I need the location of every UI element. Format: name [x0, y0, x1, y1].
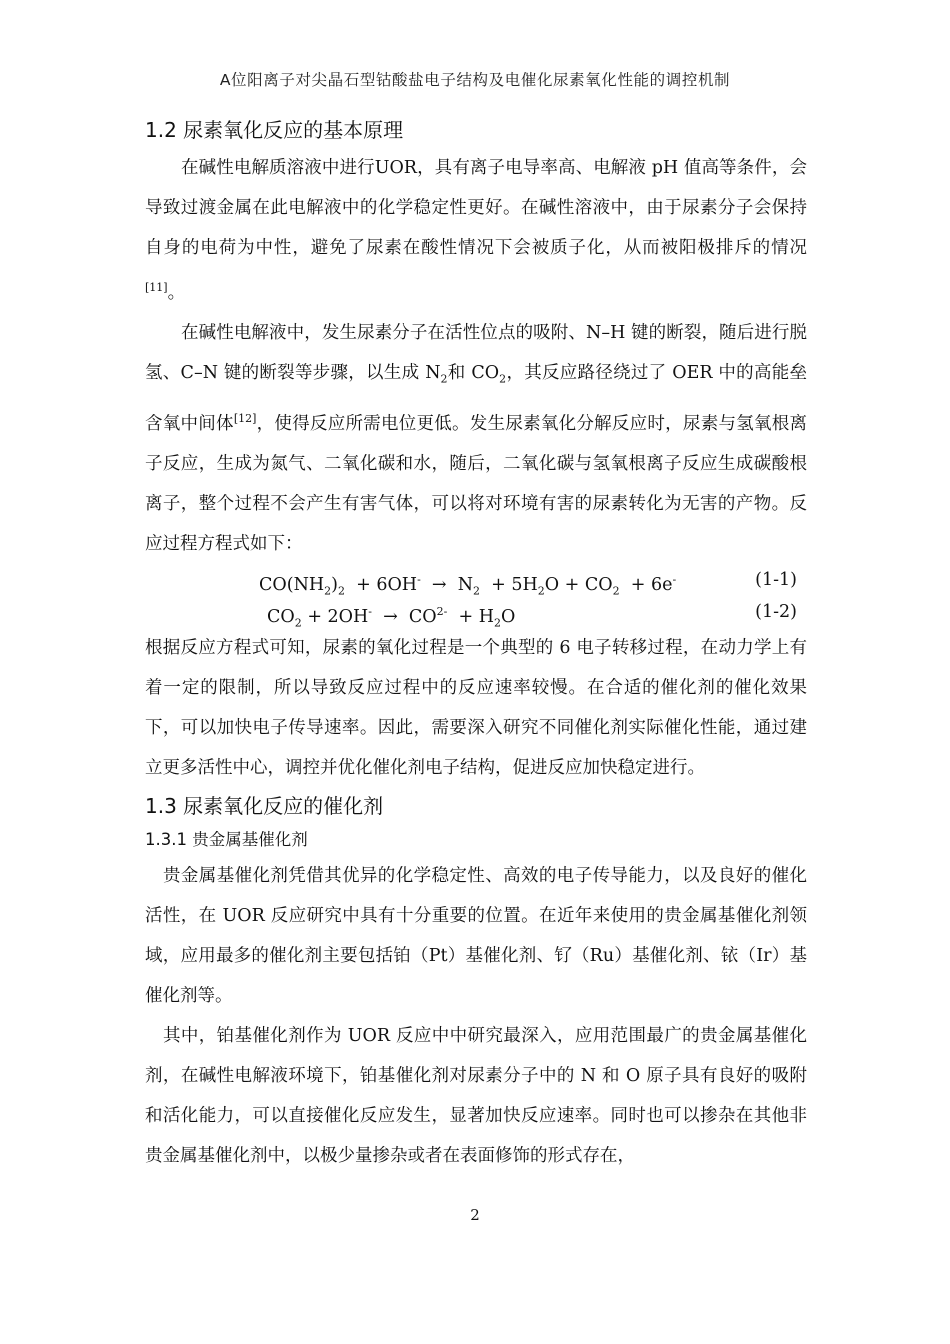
- citation-11: [11]: [145, 281, 168, 294]
- equation-1-1-expression: $CO(NH_2)_2 + 6OH^- \to N_2 + 5H_2O + CO_2 + 6e^-$: [259, 573, 677, 598]
- paragraph-1-3-1-a: 贵金属基催化剂凭借其优异的化学稳定性、高效的电子传导能力，以及良好的催化活性，在 UOR 反应研究中具有十分重要的位置。在近年来使用的贵金属基催化剂领域，应用最多的催化剂主要包括铂（Pt）基催化剂、钌（Ru）基催化剂、铱（Ir）基催化剂等。: [145, 866, 807, 1007]
- equation-1-1: [145, 564, 807, 596]
- equation-1-2-number: (1-2): [755, 602, 797, 623]
- section-heading-1-2: 1.2 尿素氧化反应的基本原理: [145, 118, 404, 142]
- equation-1-2-expression: $CO_2 + 2OH^- \to CO^{2-} + H_2O$: [267, 605, 516, 630]
- running-header: A位阳离子对尖晶石型钴酸盐电子结构及电催化尿素氧化性能的调控机制: [219, 71, 731, 89]
- paragraph-1-2-b: 在碱性电解液中，发生尿素分子在活性位点的吸附、N–H 键的断裂，随后进行脱氢、C–N 键的断裂等步骤，以生成 $N_2$和 $CO_2$，其反应路径绕过了 OER 中的高能垒含氧中间体[12]，使得反应所需电位更低。发生尿素氧化分解反应时，尿素与氢氧根离子反应，生成为氮气、二氧化碳和水，随后，二氧化碳与氢氧根离子反应生成碳酸根离子，整个过程不会产生有害气体，可以将对环境有害的尿素转化为无害的产物。反应过程方程式如下：: [145, 322, 808, 555]
- section-heading-1-3: 1.3 尿素氧化反应的催化剂: [145, 794, 384, 819]
- equation-1-2: [145, 596, 807, 628]
- page-body: [145, 112, 807, 1176]
- citation-12: [12]: [233, 412, 257, 426]
- paragraph-1-2-c: 根据反应方程式可知，尿素的氧化过程是一个典型的 6 电子转移过程，在动力学上有着一定的限制，所以导致反应过程中的反应速率较慢。在合适的催化剂的催化效果下，可以加快电子传导速率。因此，需要深入研究不同催化剂实际催化性能，通过建立更多活性中心，调控并优化催化剂电子结构，促进反应加快稳定进行。: [145, 638, 807, 779]
- equation-1-1-number: (1-1): [755, 570, 797, 591]
- paragraph-1-3-1-b: 其中，铂基催化剂作为 UOR 反应中中研究最深入，应用范围最广的贵金属基催化剂，在碱性电解液环境下，铂基催化剂对尿素分子中的 N 和 O 原子具有良好的吸附和活化能力，可以直接催化反应发生，显著加快反应速率。同时也可以掺杂在其他非贵金属基催化剂中，以极少量掺杂或者在表面修饰的形式存在，: [145, 1026, 807, 1167]
- paragraph-1-2-a: 在碱性电解质溶液中进行UOR，具有离子电导率高、电解液 pH 值高等条件，会导致过渡金属在此电解液中的化学稳定性更好。在碱性溶液中，由于尿素分子会保持自身的电荷为中性，避免了尿素在酸性情况下会被质子化，从而被阳极排斥的情况[11]。: [145, 158, 807, 303]
- subsection-heading-1-3-1: 1.3.1 贵金属基催化剂: [145, 830, 308, 850]
- page-number: 2: [470, 1206, 480, 1224]
